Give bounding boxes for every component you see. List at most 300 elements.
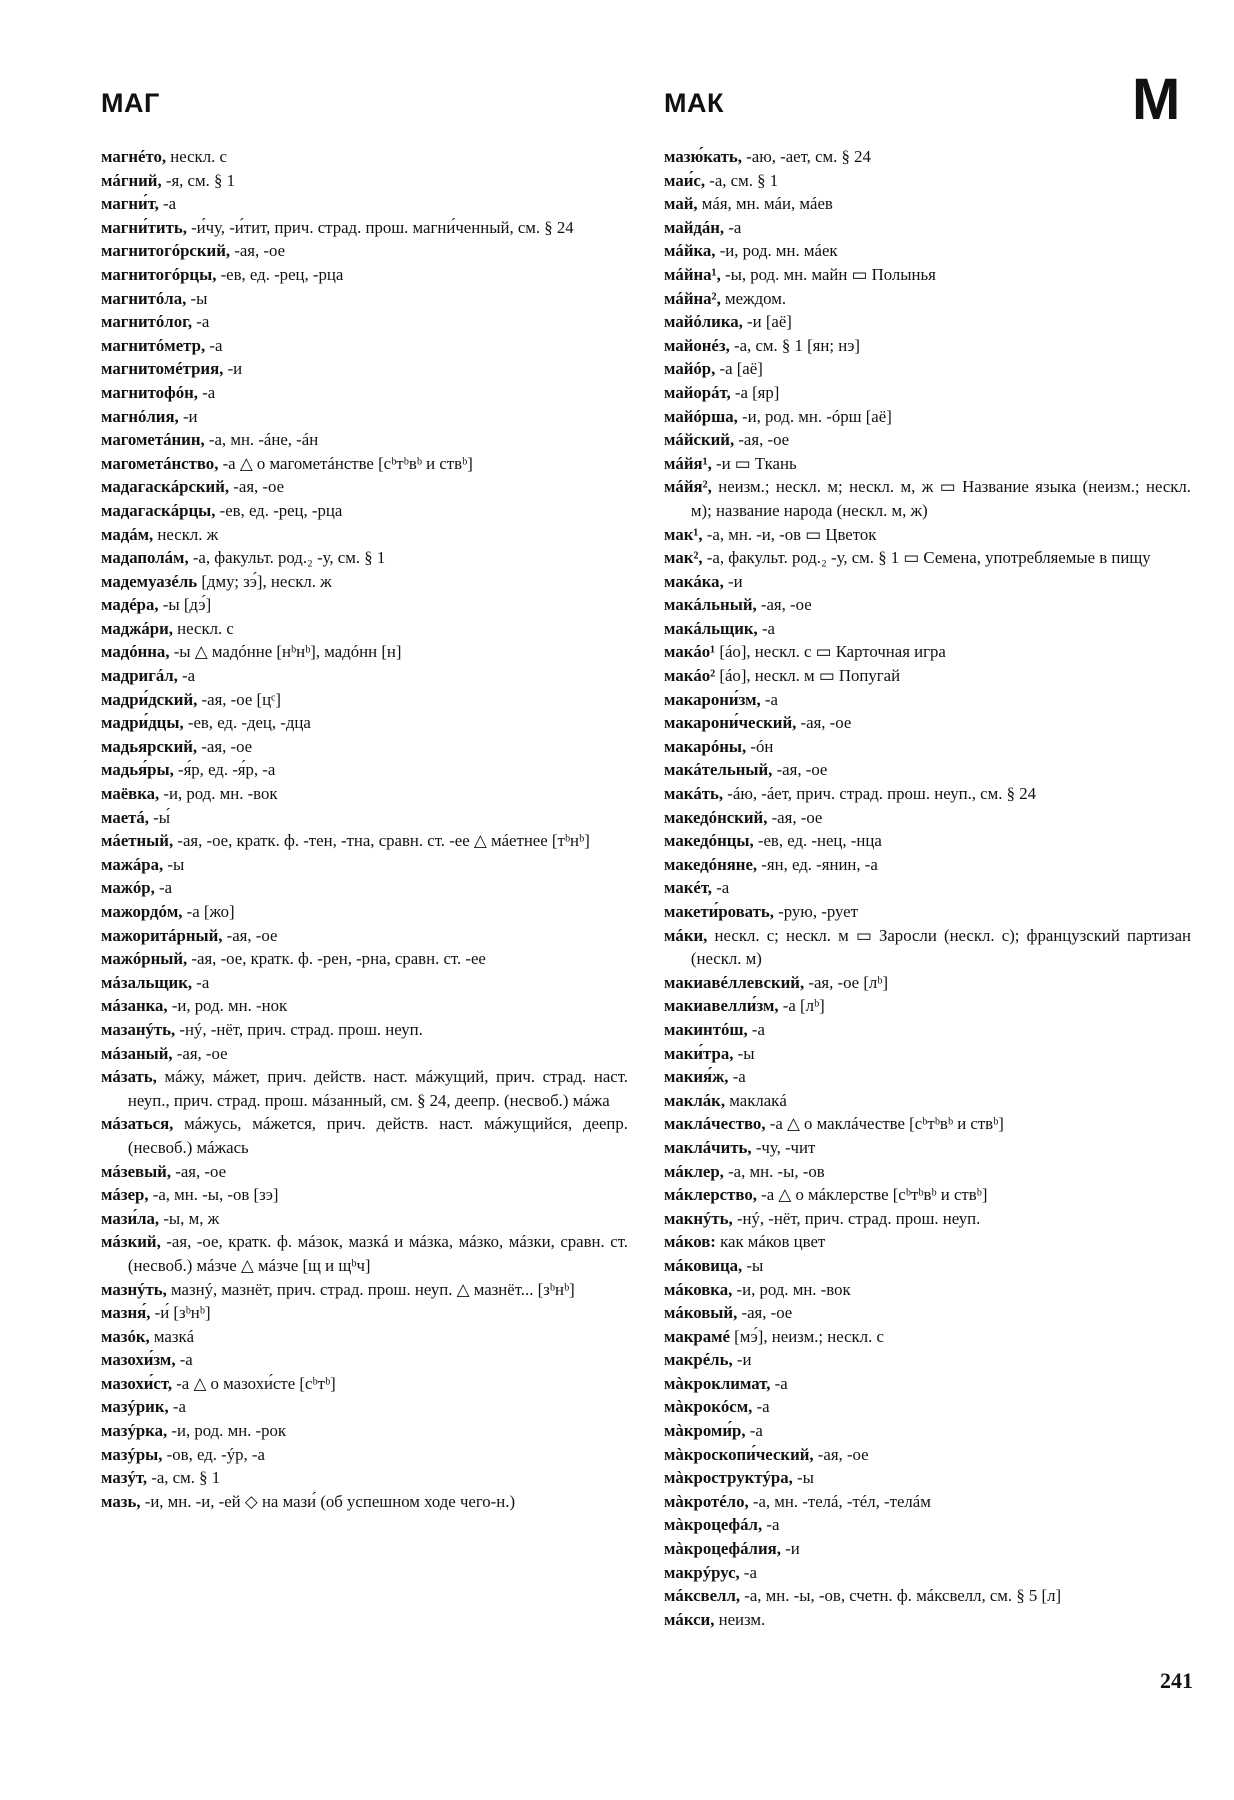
dictionary-entry	[101, 1112, 628, 1159]
dictionary-entry	[101, 640, 628, 664]
entry-headword: мáкси,	[664, 1609, 715, 1629]
entry-headword: макарóны,	[664, 736, 747, 756]
dictionary-entry	[664, 1443, 1191, 1467]
entry-definition: -а	[158, 194, 177, 214]
dictionary-entry	[664, 640, 1191, 664]
entry-definition: -а, факульт. род.₂ -у, см. § 1 ▭ Семена, употребляемые в пищу	[702, 548, 1151, 568]
dictionary-entry	[101, 239, 628, 263]
dictionary-entry	[101, 876, 628, 900]
dictionary-entry	[101, 263, 628, 287]
entry-headword: майóр,	[664, 359, 716, 379]
dictionary-entry	[664, 381, 1191, 405]
dictionary-entry	[101, 829, 628, 853]
entry-headword: макети́ровать,	[664, 902, 774, 921]
dictionary-entry	[101, 216, 628, 240]
entry-definition: -ы	[792, 1468, 814, 1488]
entry-definition: -а	[154, 878, 173, 898]
entry-headword: мáйский,	[664, 430, 735, 450]
entry-definition: -и, род. мн. -вок	[159, 784, 278, 804]
dictionary-entry	[664, 1136, 1191, 1160]
entry-definition: -ая, -ое, кратк. ф. -рен, -рна, сравн. ст. -ее	[187, 949, 486, 969]
entry-headword: макарони́зм,	[664, 689, 761, 709]
entry-headword: мáзать,	[101, 1067, 157, 1087]
dictionary-entry	[101, 971, 628, 995]
entry-headword: мажóрный,	[101, 949, 188, 969]
entry-headword: мàкроми́р,	[664, 1421, 746, 1441]
entry-headword: маетá,	[101, 807, 149, 827]
entry-headword: маклáчество,	[664, 1114, 766, 1134]
entry-definition: -ая, -ое [цᶜ]	[197, 689, 281, 709]
entry-headword: мáклерство,	[664, 1185, 757, 1205]
entry-definition: -ая, -ое	[229, 477, 285, 497]
entry-definition: -а △ о маклáчестве [сᵇтᵇвᵇ и ствᵇ]	[765, 1114, 1004, 1134]
dictionary-entry	[664, 1372, 1191, 1396]
dictionary-entry	[664, 1089, 1191, 1113]
entry-definition: -а [яр]	[730, 382, 780, 402]
entry-headword: мазанýть,	[101, 1019, 176, 1039]
entry-headword: мазнýть,	[101, 1279, 167, 1299]
entry-headword: мазня́,	[101, 1303, 151, 1323]
entry-definition: -а	[728, 1067, 746, 1087]
entry-definition: -и, род. мн. мáек	[715, 241, 838, 261]
dictionary-entry	[664, 169, 1191, 193]
entry-definition: -а	[762, 1515, 780, 1535]
entry-definition: -а	[770, 1373, 788, 1393]
entry-definition: -а	[192, 312, 210, 332]
entry-headword: маки́тра,	[664, 1043, 734, 1063]
entry-headword: макарони́ческий,	[664, 713, 797, 733]
entry-headword: мадáм,	[101, 524, 154, 544]
dictionary-entry	[664, 806, 1191, 830]
entry-headword: мадемуазéль	[101, 571, 198, 591]
entry-definition: -и́ [зᵇнᵇ]	[150, 1303, 211, 1323]
entry-headword: макáка,	[664, 571, 724, 591]
dictionary-entry	[101, 758, 628, 782]
entry-headword: мáклер,	[664, 1161, 724, 1181]
dictionary-entry	[664, 1207, 1191, 1231]
dictionary-entry	[664, 1395, 1191, 1419]
entry-definition: -а	[168, 1397, 186, 1417]
entry-headword: макáо²	[664, 666, 716, 686]
entry-definition: [áо], нескл. м ▭ Попугай	[715, 666, 901, 686]
dictionary-entry	[101, 381, 628, 405]
dictionary-entry	[101, 711, 628, 735]
entry-headword: мáзкий,	[101, 1232, 161, 1252]
entry-headword: македóнский,	[664, 807, 768, 827]
dictionary-entry	[101, 1348, 628, 1372]
entry-headword: мазохи́зм,	[101, 1350, 176, 1370]
dictionary-entry	[664, 1325, 1191, 1349]
entry-definition: нескл. с	[172, 618, 234, 638]
entry-definition: -а, см. § 1	[705, 170, 779, 190]
dictionary-entry	[664, 1348, 1191, 1372]
dictionary-entry	[664, 1466, 1191, 1490]
entry-definition: -ы, род. мн. майн ▭ Полынья	[720, 264, 936, 284]
dictionary-entry	[664, 1065, 1191, 1089]
entry-headword: мáксвелл,	[664, 1586, 741, 1606]
entry-headword: магни́тить,	[101, 217, 187, 237]
dictionary-entry	[664, 475, 1191, 522]
entry-headword: мáков:	[664, 1232, 716, 1252]
entry-definition: -а	[745, 1421, 763, 1441]
dictionary-entry	[664, 1301, 1191, 1325]
entry-definition: -ы △ мадóнне [нᵇнᵇ], мадóнн [н]	[169, 642, 402, 662]
entry-headword: мàкротéло,	[664, 1491, 749, 1511]
entry-definition: неизм.	[714, 1609, 766, 1629]
dictionary-entry	[101, 1490, 628, 1514]
entry-definition: [áо], нескл. с ▭ Карточная игра	[715, 642, 946, 662]
dictionary-entry	[664, 334, 1191, 358]
entry-definition: -и, род. мн. -нок	[167, 996, 288, 1016]
entry-headword: мадóнна,	[101, 642, 170, 662]
dictionary-entry	[664, 782, 1191, 806]
entry-definition: мáжусь, мáжется, прич. действ. наст. мáжущийся, деепр. (несвоб.) мáжась	[127, 1114, 628, 1157]
dictionary-entry	[101, 428, 628, 452]
entry-definition: -ы	[733, 1043, 755, 1063]
entry-definition: -ев, ед. -рец, -рца	[215, 500, 343, 520]
dictionary-entry	[664, 1490, 1191, 1514]
entry-definition: -а, мн. -ы, -ов	[723, 1161, 825, 1181]
entry-headword: мàкроцефáлия,	[664, 1539, 781, 1559]
entry-headword: мáзаный,	[101, 1043, 173, 1063]
entry-definition: маклакá	[725, 1090, 787, 1110]
entry-definition: -ая, -ое	[222, 925, 278, 945]
dictionary-entry	[101, 499, 628, 523]
page-number: 241	[1160, 1668, 1193, 1693]
entry-headword: мàкроклимат,	[664, 1373, 771, 1393]
entry-headword: майонéз,	[664, 335, 730, 355]
entry-headword: мадаполáм,	[101, 548, 189, 568]
entry-headword: мáйна²,	[664, 288, 721, 308]
entry-headword: магнитогóрский,	[101, 241, 231, 261]
entry-headword: мáйна¹,	[664, 264, 721, 284]
entry-definition: -и ▭ Ткань	[711, 453, 797, 473]
entry-definition: нескл. с	[166, 147, 227, 166]
dictionary-entry	[664, 971, 1191, 995]
dictionary-entry	[101, 1443, 628, 1467]
entry-definition: -нý, -нёт, прич. страд. прош. неуп.	[732, 1208, 981, 1228]
entry-definition: -а, мн. -áне, -áн	[204, 430, 319, 450]
dictionary-entry	[101, 1160, 628, 1184]
entry-definition: -áю, -áет, прич. страд. прош. неуп., см. § 24	[723, 784, 1037, 804]
entry-definition: -а	[192, 972, 210, 992]
entry-headword: мазь,	[101, 1491, 141, 1511]
entry-definition: -а	[739, 1562, 757, 1582]
entry-definition: -ая, -ое [лᵇ]	[804, 972, 889, 992]
entry-definition: -ая, -ое	[171, 1161, 227, 1181]
entry-headword: македóняне,	[664, 854, 758, 874]
dictionary-entry	[101, 405, 628, 429]
entry-definition: -а	[757, 618, 775, 638]
dictionary-entry	[664, 1419, 1191, 1443]
entry-headword: макрéль,	[664, 1350, 733, 1370]
entry-headword: магни́т,	[101, 194, 159, 214]
entry-definition: -а [аё]	[715, 359, 763, 379]
entry-definition: -ев, ед. -рец, -рца	[216, 264, 344, 284]
entry-headword: мадьярский,	[101, 736, 198, 756]
dictionary-entry	[101, 145, 628, 169]
entry-headword: мадригáл,	[101, 666, 178, 686]
entry-headword: маи́с,	[664, 170, 706, 190]
entry-definition: -ы [дэ́]	[158, 595, 212, 615]
entry-definition: -ая, -ое	[756, 595, 812, 615]
dictionary-entry	[664, 1513, 1191, 1537]
entry-headword: македóнцы,	[664, 831, 754, 851]
entry-definition: -а △ о мáклерстве [сᵇтᵇвᵇ и ствᵇ]	[756, 1185, 988, 1205]
dictionary-entry	[101, 1042, 628, 1066]
dictionary-entry	[101, 617, 628, 641]
entry-definition: -ая, -ое, кратк. ф. мáзок, мазкá и мáзка, мáзко, мáзки, сравн. ст. (несвоб.) мáзче △ мáзче [щ и щᵇч]	[127, 1232, 628, 1275]
entry-definition: -и, род. мн. -рок	[167, 1421, 287, 1441]
entry-headword: мáетный,	[101, 831, 174, 851]
entry-headword: мáгний,	[101, 170, 162, 190]
dictionary-entry	[664, 924, 1191, 971]
entry-headword: мазýры,	[101, 1444, 163, 1464]
entry-definition: [дму; зэ́], нескл. ж	[197, 571, 332, 591]
entry-headword: мàкрокóсм,	[664, 1397, 753, 1417]
entry-headword: магометáнство,	[101, 453, 219, 473]
entry-definition: -рую, -рует	[773, 902, 858, 921]
dictionary-entry	[101, 1018, 628, 1042]
entry-headword: мазóк,	[101, 1326, 150, 1346]
entry-definition: -ы́	[148, 807, 171, 827]
dictionary-entry	[101, 523, 628, 547]
entry-definition: -ая, -ое	[230, 241, 286, 261]
dictionary-entry	[101, 853, 628, 877]
entry-definition: -а [лᵇ]	[778, 996, 825, 1016]
dictionary-entry	[101, 1207, 628, 1231]
dictionary-entry	[664, 452, 1191, 476]
dictionary-entry	[101, 452, 628, 476]
entry-definition: -и	[732, 1350, 752, 1370]
entry-definition: -ы	[186, 288, 208, 308]
dictionary-entry	[101, 1301, 628, 1325]
entry-headword: мáковый,	[664, 1303, 738, 1323]
dictionary-entry	[664, 1254, 1191, 1278]
dictionary-entry	[101, 1278, 628, 1302]
dictionary-entry	[101, 688, 628, 712]
entry-definition: -а	[205, 335, 223, 355]
entry-definition: как мáков цвет	[715, 1232, 826, 1252]
entry-definition: -а	[724, 217, 742, 237]
entry-definition: -ая, -ое	[197, 736, 253, 756]
entry-headword: мáзер,	[101, 1185, 149, 1205]
entry-definition: -я́р, ед. -я́р, -а	[173, 760, 276, 780]
dictionary-entry	[664, 853, 1191, 877]
entry-definition: -чу, -чит	[751, 1137, 816, 1157]
entry-headword: макия́ж,	[664, 1067, 729, 1087]
entry-definition: неизм.; нескл. м; нескл. м, ж ▭ Название языка (неизм.; нескл. м); название народа (нескл. м, ж)	[690, 477, 1191, 520]
dictionary-entry	[664, 405, 1191, 429]
entry-headword: мáйя¹,	[664, 453, 712, 473]
entry-headword: мáки,	[664, 925, 708, 945]
entry-headword: мазýрик,	[101, 1397, 169, 1417]
dictionary-entry	[101, 735, 628, 759]
entry-definition: мáжу, мáжет, прич. действ. наст. мáжущий, прич. страд. наст. неуп., прич. страд. прош. мáзанный, см. § 24, деепр. (несвоб.) мáжа	[127, 1067, 628, 1110]
entry-headword: мáзальщик,	[101, 972, 193, 992]
entry-headword: мáйя²,	[664, 477, 712, 497]
entry-headword: макáо¹	[664, 642, 716, 662]
entry-definition: -а, мн. -ы, -ов [зэ]	[148, 1185, 279, 1205]
dictionary-entry	[664, 876, 1191, 900]
entry-definition: -а △ о мазохи́сте [сᵇтᵇ]	[172, 1373, 336, 1393]
entry-definition: -ев, ед. -нец, -нца	[753, 831, 882, 851]
entry-definition: -а	[197, 382, 216, 402]
entry-definition: -ая, -ое, кратк. ф. -тен, -тна, сравн. ст. -ее △ мáетнее [тᵇнᵇ]	[173, 831, 590, 851]
entry-headword: мадри́дцы,	[101, 713, 184, 733]
entry-headword: мáковица,	[664, 1255, 743, 1275]
entry-headword: маджáри,	[101, 618, 173, 638]
entry-headword: макáть,	[664, 784, 724, 804]
dictionary-entry	[101, 924, 628, 948]
entry-definition: -а, факульт. род.₂ -у, см. § 1	[188, 548, 386, 568]
dictionary-entry	[664, 1561, 1191, 1585]
entry-headword: мàкроструктýра,	[664, 1468, 793, 1488]
entry-headword: мажóр,	[101, 878, 155, 898]
entry-headword: мажáра,	[101, 854, 164, 874]
entry-headword: мадья́ры,	[101, 760, 174, 780]
dictionary-entry	[101, 947, 628, 971]
dictionary-entry	[101, 806, 628, 830]
dictionary-entry	[664, 1584, 1191, 1608]
entry-headword: мáзанка,	[101, 996, 168, 1016]
entry-definition: -а, см. § 1 [ян; нэ]	[729, 335, 860, 355]
entry-definition: мазкá	[149, 1326, 195, 1346]
entry-definition: -и, мн. -и, -ей ◇ на мази́ (об успешном ходе чего-н.)	[140, 1491, 516, 1511]
entry-headword: мак²,	[664, 548, 703, 568]
entry-definition: -ая, -ое	[796, 713, 852, 733]
entry-headword: маклáк,	[664, 1090, 726, 1110]
entry-definition: -ая, -ое	[737, 1303, 793, 1323]
entry-headword: макрýрус,	[664, 1562, 740, 1582]
entry-definition: -аю, -ает, см. § 24	[741, 147, 871, 166]
entry-definition: -а	[760, 689, 778, 709]
dictionary-entry	[101, 1183, 628, 1207]
entry-headword: мадагаскáрский,	[101, 477, 230, 497]
entry-definition: -а	[752, 1397, 770, 1417]
entry-headword: макиавéллевский,	[664, 972, 805, 992]
entry-definition: -и	[178, 406, 198, 426]
entry-headword: магнитóла,	[101, 288, 187, 308]
dictionary-entry	[101, 1372, 628, 1396]
entry-headword: мадéра,	[101, 595, 159, 615]
dictionary-entry	[664, 1230, 1191, 1254]
entry-headword: маклáчить,	[664, 1137, 752, 1157]
dictionary-entry	[101, 1395, 628, 1419]
entry-definition: -ая, -ое	[172, 1043, 228, 1063]
entry-definition: -а, см. § 1	[147, 1468, 221, 1488]
entry-definition: -а	[712, 878, 730, 898]
entry-headword: магнитомéтрия,	[101, 359, 224, 379]
entry-headword: макáльщик,	[664, 618, 758, 638]
dictionary-entry	[664, 617, 1191, 641]
dictionary-entry	[101, 334, 628, 358]
dictionary-entry	[664, 829, 1191, 853]
entry-definition: -и	[780, 1539, 800, 1559]
entry-definition: [мэ́], неизм.; нескл. с	[729, 1326, 884, 1346]
entry-headword: магнитóметр,	[101, 335, 206, 355]
entry-headword: мадагаскáрцы,	[101, 500, 216, 520]
entry-headword: мази́ла,	[101, 1208, 160, 1228]
entry-headword: макнýть,	[664, 1208, 733, 1228]
dictionary-entry	[664, 357, 1191, 381]
entry-definition: -ы, м, ж	[159, 1208, 220, 1228]
dictionary-entry	[101, 1065, 628, 1112]
entry-definition: -а, мн. -и, -ов ▭ Цветок	[702, 524, 877, 544]
dictionary-entry	[664, 1160, 1191, 1184]
dictionary-entry	[664, 1608, 1191, 1632]
dictionary-entry	[664, 735, 1191, 759]
entry-headword: май,	[664, 194, 698, 214]
dictionary-entry	[664, 263, 1191, 287]
entry-headword: майóрша,	[664, 406, 738, 426]
entry-headword: мак¹,	[664, 524, 703, 544]
dictionary-entry	[664, 1112, 1191, 1136]
entry-definition: -ев, ед. -дец, -дца	[183, 713, 311, 733]
dictionary-entry	[664, 1183, 1191, 1207]
dictionary-entry	[101, 1325, 628, 1349]
dictionary-entry	[101, 546, 628, 570]
dictionary-entry	[101, 287, 628, 311]
guide-word-left: МАГ	[101, 88, 160, 118]
dictionary-entry	[664, 192, 1191, 216]
entry-definition: -и, род. мн. -вок	[732, 1279, 851, 1299]
entry-definition: -а, мн. -телá, -тéл, -телáм	[748, 1491, 931, 1511]
dictionary-entry	[664, 758, 1191, 782]
section-letter: М	[1132, 67, 1181, 132]
dictionary-entry	[664, 216, 1191, 240]
entry-headword: мáйка,	[664, 241, 716, 261]
entry-definition: -и́чу, -и́тит, прич. страд. прош. магни́ченный, см. § 24	[186, 217, 574, 237]
entry-headword: макéт,	[664, 878, 712, 898]
entry-definition: -ы	[163, 854, 185, 874]
dictionary-entry	[101, 570, 628, 594]
entry-headword: магнитофóн,	[101, 382, 198, 402]
dictionary-entry	[664, 1537, 1191, 1561]
entry-definition: мáя, мн. мáи, мáев	[697, 194, 833, 214]
entry-headword: макáльный,	[664, 595, 757, 615]
dictionary-entry	[101, 357, 628, 381]
dictionary-entry	[664, 310, 1191, 334]
entry-definition: -а △ о магометáнстве [сᵇтᵇвᵇ и ствᵇ]	[218, 453, 473, 473]
entry-headword: макáтельный,	[664, 760, 773, 780]
entry-definition: нескл. с; нескл. м ▭ Заросли (нескл. с); французский партизан (нескл. м)	[690, 925, 1191, 969]
dictionary-entry	[101, 900, 628, 924]
dictionary-entry	[664, 1018, 1191, 1042]
entry-headword: макинтóш,	[664, 1019, 748, 1039]
entry-definition: -я, см. § 1	[161, 170, 235, 190]
dictionary-entry	[101, 664, 628, 688]
left-column	[101, 145, 628, 1513]
entry-headword: мáзаться,	[101, 1114, 174, 1134]
entry-headword: мазохи́ст,	[101, 1373, 173, 1393]
dictionary-entry	[101, 475, 628, 499]
dictionary-entry	[664, 593, 1191, 617]
entry-definition: междом.	[720, 288, 787, 308]
dictionary-entry	[664, 546, 1191, 570]
entry-definition: -и	[223, 359, 243, 379]
entry-headword: мажордóм,	[101, 902, 183, 921]
entry-definition: -ая, -ое	[734, 430, 790, 450]
entry-definition: -нý, -нёт, прич. страд. прош. неуп.	[175, 1019, 423, 1039]
dictionary-entry	[664, 688, 1191, 712]
entry-headword: мазю́кать,	[664, 147, 742, 166]
dictionary-entry	[101, 310, 628, 334]
entry-definition: -а [жо]	[182, 902, 235, 921]
dictionary-entry	[664, 1278, 1191, 1302]
entry-headword: мáковка,	[664, 1279, 733, 1299]
dictionary-entry	[664, 145, 1191, 169]
